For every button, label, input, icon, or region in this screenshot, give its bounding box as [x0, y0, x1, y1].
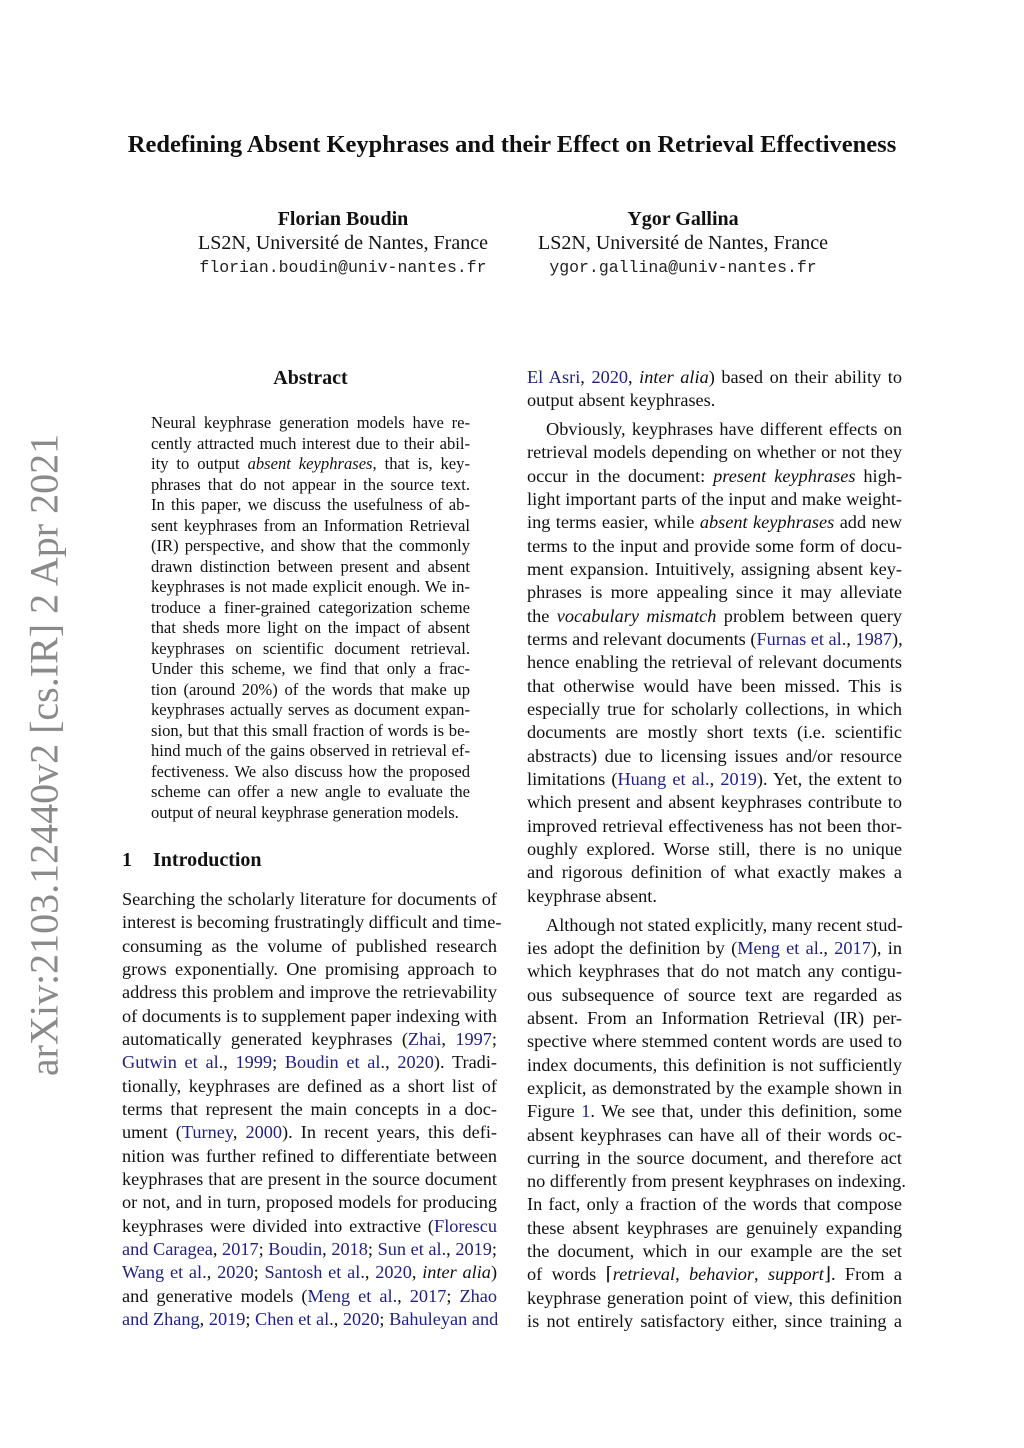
text-line [527, 511, 902, 534]
citation-link[interactable]: Boudin et al. [284, 1052, 386, 1073]
text-line [527, 581, 902, 604]
text-span: tion (around 20%) of the words that make up [151, 679, 470, 699]
text-line [151, 618, 470, 639]
text-span: , [232, 1122, 246, 1143]
text-line [527, 791, 902, 814]
text-line [151, 680, 470, 701]
citation-link[interactable]: 2017 [409, 1285, 447, 1306]
text-span: high- [855, 465, 902, 486]
text-span: , [212, 1238, 223, 1259]
section-heading-introduction [122, 848, 262, 872]
text-line [151, 516, 470, 537]
text-span: that sheds more light on the impact of absent [151, 618, 470, 637]
text-line [122, 1285, 497, 1308]
citation-link[interactable]: Bahuleyan and [389, 1308, 499, 1329]
text-line [151, 700, 470, 721]
text-span: , [397, 1285, 410, 1306]
text-span: consuming as the volume of published research [122, 935, 497, 956]
text-span: abstracts) due to licensing issues and/or resource [527, 745, 902, 766]
author-name: Ygor Gallina [627, 208, 739, 230]
text-span: light important parts of the input and make weight- [527, 489, 902, 510]
text-line [151, 598, 470, 619]
text-span: ; [491, 1238, 497, 1259]
text-span: ). In recent years, this defi- [282, 1122, 498, 1143]
citation-link[interactable]: 2000 [245, 1122, 283, 1143]
text-line [122, 958, 497, 981]
text-span: ) based on their ability to [708, 367, 903, 387]
text-line [527, 1263, 902, 1286]
text-span: , [223, 1052, 236, 1073]
text-span: address this problem and improve the retrievability [122, 982, 497, 1003]
text-span: , [580, 367, 592, 387]
text-span: ; [446, 1285, 460, 1306]
text-span: which keyphrases that do not match any contigu- [527, 961, 902, 982]
text-span: keyphrases on scientific document retrieval. [151, 638, 470, 658]
text-span: ; [245, 1308, 256, 1329]
text-span: of documents is to supplement paper indexing with [122, 1005, 497, 1026]
text-span: , [754, 1264, 768, 1285]
text-line [151, 434, 470, 455]
citation-link[interactable]: 2020 [375, 1262, 412, 1283]
text-line [527, 535, 902, 558]
text-span: troduce a finer-grained categorization scheme [151, 597, 470, 617]
text-span: these absent keyphrases are genuinely expanding [527, 1217, 902, 1238]
text-span: , [411, 1262, 423, 1283]
citation-link[interactable]: Boudin [268, 1238, 323, 1259]
text-span: especially true for scholarly collections, in which [527, 699, 902, 720]
text-line [527, 465, 902, 488]
citation-link[interactable]: Turney [181, 1122, 233, 1143]
text-span: and generative models ( [122, 1285, 308, 1306]
text-span: Under this scheme, we find that only a frac- [151, 659, 470, 678]
text-span: phrases is more appealing since it may alleviate [527, 582, 902, 603]
citation-link[interactable]: 2019 [720, 769, 757, 790]
text-span: ), [892, 629, 903, 650]
text-span: oughly explored. Worse still, there is no unique [527, 839, 902, 860]
text-line [122, 888, 497, 911]
citation-link[interactable]: 2020 [591, 367, 629, 387]
text-line [151, 536, 470, 557]
text-span: the [527, 605, 557, 626]
citation-link[interactable]: 1 [581, 1101, 591, 1122]
citation-link[interactable]: 1987 [855, 629, 893, 650]
text-line [151, 762, 470, 783]
citation-link[interactable]: Sun et al. [377, 1238, 447, 1259]
italic-text: behavior [689, 1264, 755, 1285]
text-span: , [823, 937, 835, 958]
text-line [527, 838, 902, 861]
italic-text: retrieval [612, 1264, 676, 1285]
author-affiliation: LS2N, Université de Nantes, France [198, 232, 488, 254]
citation-link[interactable]: 2019 [208, 1308, 246, 1329]
text-span: keyphrases actually serves as document expan- [151, 700, 470, 719]
text-line [527, 1124, 902, 1147]
citation-link[interactable]: Santosh et al. [264, 1262, 365, 1283]
text-span: index documents, this definition is not sufficiently [527, 1054, 902, 1075]
text-span: the document, which in our example are the set [527, 1241, 902, 1262]
text-line [527, 885, 902, 908]
text-span: nition was further refined to differentiate between [122, 1145, 497, 1166]
text-line [527, 745, 902, 768]
citation-link[interactable]: Meng et al. [737, 937, 824, 958]
text-span: problem between query [716, 605, 903, 626]
text-span: retrieval models depending on whether or not they [527, 442, 902, 463]
text-line [527, 914, 902, 937]
paper-title: Redefining Absent Keyphrases and their Effect on Retrieval Effectiveness [127, 131, 897, 158]
text-span: curring in the source document, and therefore act [527, 1147, 902, 1168]
italic-text: inter alia [639, 367, 709, 387]
text-line [527, 441, 902, 464]
text-span: , [675, 1264, 690, 1285]
text-line [122, 1051, 497, 1074]
text-line [151, 495, 470, 516]
text-line [527, 815, 902, 838]
text-line [527, 1077, 902, 1100]
text-span: keyphrases that are present in the source document [122, 1168, 497, 1189]
text-line [527, 721, 902, 744]
text-line [122, 911, 502, 934]
citation-link[interactable]: Zhao [459, 1285, 498, 1306]
text-line [122, 1005, 497, 1028]
text-line [527, 1170, 906, 1193]
text-span: , [628, 367, 640, 387]
text-span: ous subsequence of source text are regarded as [527, 984, 902, 1005]
text-line [527, 698, 902, 721]
citation-link[interactable]: 2017 [834, 937, 871, 958]
text-span: explicit, as demonstrated by the example shown in [527, 1077, 902, 1098]
citation-link[interactable]: 2018 [331, 1238, 368, 1259]
italic-text: inter alia [422, 1262, 491, 1283]
text-span: occur in the document: [527, 465, 714, 486]
section-number: 1 [122, 849, 132, 871]
text-span: grows exponentially. One promising approach to [122, 958, 497, 979]
text-line [527, 984, 902, 1007]
text-span: , [385, 1052, 398, 1073]
text-span: terms to the input and provide some form of docu- [527, 535, 902, 556]
italic-text: support [767, 1264, 824, 1285]
text-span: ument ( [122, 1122, 182, 1143]
author-name: Florian Boudin [277, 208, 409, 230]
text-line [527, 1100, 902, 1123]
text-line [122, 1238, 497, 1261]
text-span: Neural keyphrase generation models have re- [151, 413, 470, 432]
text-line [151, 454, 470, 475]
text-span: keyphrases is not made explicit enough. We in- [151, 577, 470, 596]
citation-link[interactable]: 2020 [217, 1262, 254, 1283]
text-span: ; [379, 1308, 390, 1329]
text-span: documents are mostly short texts (i.e. scientific [527, 722, 902, 743]
text-line [527, 861, 902, 884]
text-span: (IR) perspective, and show that the commonly [151, 536, 470, 555]
text-span: absent. From an Information Retrieval (IR) per- [527, 1007, 902, 1028]
author-email: florian.boudin@univ-nantes.fr [199, 258, 487, 277]
text-span: ). Yet, the extent to [756, 769, 902, 790]
text-line [151, 577, 470, 598]
text-line [527, 768, 902, 791]
citation-link[interactable]: 2019 [455, 1238, 492, 1259]
citation-link[interactable]: Florescu [434, 1215, 497, 1236]
text-span: drawn distinction between present and absent [151, 556, 470, 576]
citation-link[interactable]: 2020 [397, 1052, 434, 1073]
text-span: , [322, 1238, 332, 1259]
section-title: Introduction [153, 849, 262, 871]
text-span: no differently from present keyphrases on indexing. [527, 1171, 906, 1192]
text-line [122, 1308, 497, 1331]
text-line [122, 1168, 497, 1191]
italic-text: vocabulary mismatch [556, 605, 717, 626]
text-span: Obviously, keyphrases have different effects on [546, 419, 902, 440]
text-line [122, 1215, 497, 1238]
text-line [527, 675, 902, 698]
citation-link[interactable]: 2017 [222, 1238, 259, 1259]
text-span: In this paper, we discuss the usefulness of ab- [151, 495, 470, 514]
arxiv-identifier-stamp: arXiv:2103.12440v2 [cs.IR] 2 Apr 2021 [21, 433, 67, 1077]
text-line [527, 937, 902, 960]
citation-link[interactable]: and Caragea [122, 1238, 213, 1259]
text-span: ) [490, 1262, 498, 1283]
text-span: , [846, 629, 856, 650]
abstract-body [151, 413, 470, 823]
text-span: , [206, 1262, 218, 1283]
text-span: hind much of the gains observed in retrieval ef- [151, 741, 470, 760]
text-span: add new [834, 512, 902, 533]
italic-text: absent keyphrases [699, 512, 835, 533]
text-line [527, 651, 902, 674]
text-span: ; [253, 1262, 265, 1283]
text-span: of words ⌈ [527, 1264, 613, 1285]
text-span: terms and relevant documents ( [527, 629, 757, 650]
text-span: In fact, only a fraction of the words that compose [527, 1194, 902, 1215]
text-span: spective where stemmed content words are used to [527, 1031, 902, 1052]
text-span: sion, but that this small fraction of words is be- [151, 720, 470, 740]
text-span: , that is, key- [372, 454, 470, 473]
text-span: ; [491, 1028, 497, 1049]
author-email: ygor.gallina@univ-nantes.fr [549, 258, 817, 277]
citation-link[interactable]: 1997 [455, 1028, 492, 1049]
text-span: output of neural keyphrase generation models. [151, 802, 459, 822]
text-span: and rigorous definition of what exactly makes a [527, 862, 902, 883]
text-line [122, 1121, 497, 1144]
introduction-left-column [122, 888, 502, 1331]
citation-link[interactable]: Meng et al. [307, 1285, 398, 1306]
text-line [527, 389, 902, 412]
text-line [527, 418, 902, 441]
text-line [122, 1191, 497, 1214]
text-line [527, 960, 902, 983]
citation-link[interactable]: 2020 [342, 1308, 380, 1329]
text-span: ⌋. From a [823, 1264, 903, 1285]
text-span: ment expansion. Intuitively, assigning absent key- [527, 559, 902, 580]
text-line [122, 1098, 497, 1121]
text-span: , [709, 769, 721, 790]
text-span: interest is becoming frustratingly difficult and time- [122, 912, 502, 933]
text-span: ). Tradi- [433, 1052, 497, 1073]
text-line [122, 1075, 497, 1098]
text-span: scheme can offer a new angle to evaluate the [151, 782, 470, 801]
text-span: limitations ( [527, 769, 618, 790]
text-span: ; [258, 1238, 269, 1259]
text-span: phrases that do not appear in the source text. [151, 474, 470, 494]
text-line [527, 1007, 902, 1030]
text-span: which present and absent keyphrases contribute to [527, 792, 902, 813]
citation-link[interactable]: Zhai [407, 1028, 442, 1049]
text-span: output absent keyphrases. [527, 390, 716, 411]
text-line [527, 605, 902, 628]
italic-text: absent keyphrases [247, 454, 373, 473]
text-line [527, 1147, 902, 1170]
text-line [151, 639, 470, 660]
text-span: Figure [527, 1101, 582, 1122]
text-line [527, 1030, 902, 1053]
text-line [151, 741, 470, 762]
citation-link[interactable]: Furnas et al. [756, 629, 847, 650]
text-line [122, 1261, 497, 1284]
author-affiliation: LS2N, Université de Nantes, France [538, 232, 828, 254]
text-line [122, 1028, 497, 1051]
text-span: hence enabling the retrieval of relevant documents [527, 652, 902, 673]
citation-link[interactable]: Gutwin et al. [122, 1052, 224, 1073]
text-line [151, 557, 470, 578]
text-line [122, 935, 497, 958]
text-line [527, 1217, 902, 1240]
text-span: ; [272, 1052, 285, 1073]
text-line [527, 558, 902, 581]
text-span: , [446, 1238, 456, 1259]
text-span: improved retrieval effectiveness has not been thor- [527, 815, 902, 836]
text-line [151, 413, 470, 434]
text-span: cently attracted much interest due to their abil- [151, 433, 470, 453]
text-span: tionally, keyphrases are defined as a short list of [122, 1075, 497, 1096]
text-line [151, 782, 470, 803]
citation-link[interactable]: El Asri [527, 367, 581, 387]
text-line [122, 981, 497, 1004]
citation-link[interactable]: and Zhang [122, 1308, 200, 1329]
text-line [527, 1240, 902, 1263]
text-span: keyphrases were divided into extractive ( [122, 1215, 435, 1236]
right-column-text [527, 366, 906, 1333]
text-line [527, 1310, 902, 1333]
text-line [527, 1287, 902, 1310]
text-span: , [333, 1308, 343, 1329]
text-span: fectiveness. We also discuss how the proposed [151, 761, 470, 781]
text-line [151, 721, 470, 742]
citation-link[interactable]: Huang et al. [617, 769, 710, 790]
abstract-heading: Abstract [273, 367, 348, 389]
text-span: keyphrase generation point of view, this definition [527, 1287, 902, 1308]
text-line [527, 366, 902, 389]
text-line [527, 1193, 902, 1216]
author-block [153, 207, 533, 281]
text-line [151, 803, 470, 824]
text-line [527, 628, 902, 651]
citation-link[interactable]: 1999 [235, 1052, 273, 1073]
text-line [151, 659, 470, 680]
text-span: that otherwise would have been missed. This is [527, 675, 902, 696]
text-span: keyphrase absent. [527, 885, 657, 906]
text-span: automatically generated keyphrases ( [122, 1028, 408, 1049]
citation-link[interactable]: Chen et al. [255, 1308, 334, 1329]
text-line [527, 1054, 902, 1077]
text-span: Searching the scholarly literature for documents of [122, 889, 497, 909]
text-span: absent keyphrases can have all of their words oc- [527, 1124, 902, 1145]
text-span: , [441, 1028, 456, 1049]
italic-text: present keyphrases [713, 465, 856, 486]
text-span: ), in [870, 937, 903, 958]
text-span: terms that represent the main concepts in a doc- [122, 1098, 497, 1119]
text-span: , [364, 1262, 376, 1283]
text-line [122, 1145, 497, 1168]
text-line [527, 488, 902, 511]
text-span: sent keyphrases from an Information Retrieval [151, 515, 470, 535]
text-span: ing terms easier, while [527, 512, 700, 533]
text-span: Although not stated explicitly, many recent stud- [546, 914, 903, 935]
text-line [151, 475, 470, 496]
text-span: ; [367, 1238, 378, 1259]
text-span: is not entirely satisfactory either, since training a [527, 1311, 902, 1332]
text-span: . We see that, under this definition, some [590, 1101, 902, 1122]
text-span: , [199, 1308, 209, 1329]
text-span: ies adopt the definition by ( [527, 937, 738, 958]
author-block [493, 207, 873, 281]
text-span: ity to output [151, 454, 248, 473]
citation-link[interactable]: Wang et al. [122, 1262, 207, 1283]
text-span: or not, and in turn, proposed models for producing [122, 1192, 497, 1213]
